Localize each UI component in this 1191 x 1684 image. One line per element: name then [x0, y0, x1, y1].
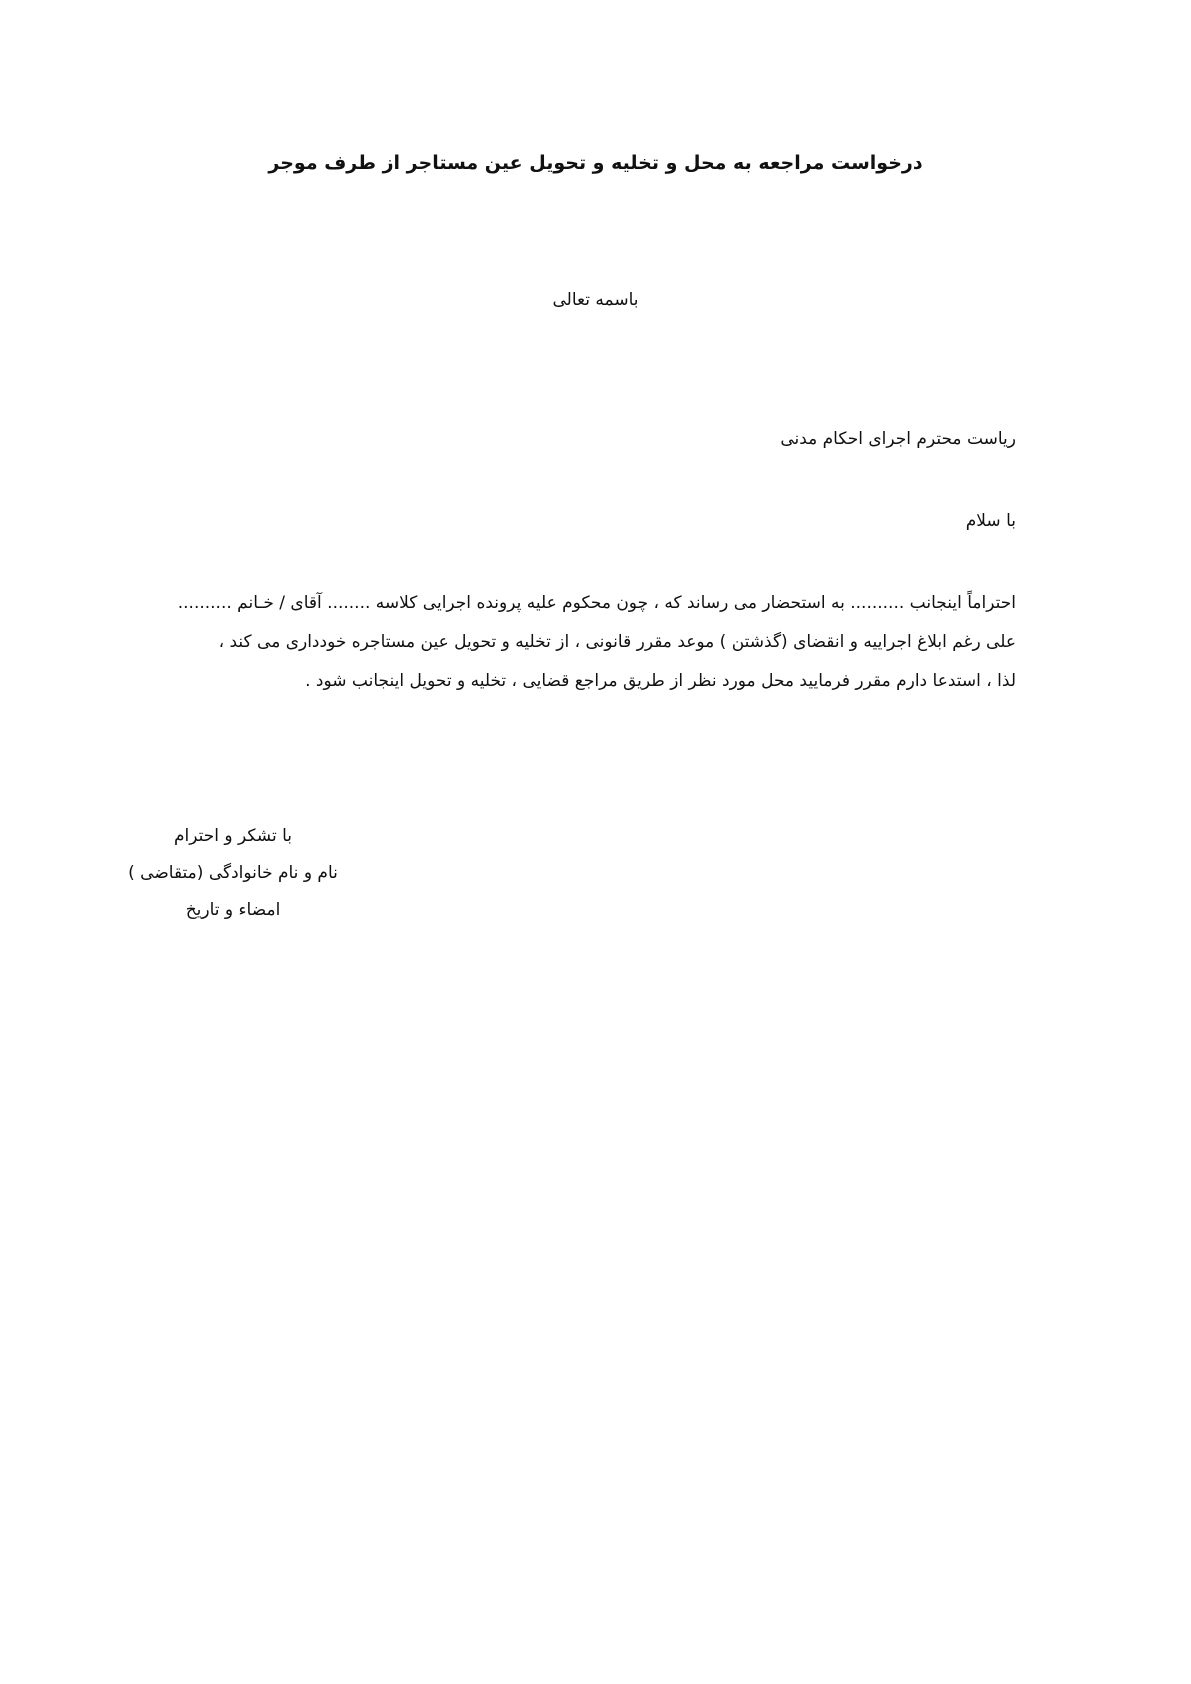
body-line: لذا ، استدعا دارم مقرر فرمایید محل مورد نظر از طریق مراجع قضایی ، تخلیه و تحویل اینجانب شود .: [305, 671, 1016, 691]
document-title: درخواست مراجعه به محل و تخلیه و تحویل عین مستاجر از طرف موجر: [268, 152, 923, 174]
closing-thanks: با تشکر و احترام: [174, 826, 292, 846]
body-paragraph: [166, 584, 1016, 701]
closing-block: [118, 818, 348, 929]
greeting-line: با سلام: [965, 511, 1016, 531]
invocation-text: باسمه تعالی: [552, 290, 639, 310]
body-line: احتراماً اینجانب .......... به استحضار می رساند که ، چون محکوم علیه پرونده اجرایی کلاسه ........ آقای / خـانم ..........: [177, 593, 1016, 613]
signature-date-line: امضاء و تاریخ: [185, 900, 281, 920]
body-line: علی رغم ابلاغ اجراییه و انقضای (گذشتن ) موعد مقرر قانونی ، از تخلیه و تحویل عین مستاجره خودداری می کند ،: [218, 632, 1016, 652]
addressee-line: ریاست محترم اجرای احکام مدنی: [780, 429, 1016, 449]
applicant-name-line: نام و نام خانوادگی (متقاضی ): [128, 863, 338, 883]
